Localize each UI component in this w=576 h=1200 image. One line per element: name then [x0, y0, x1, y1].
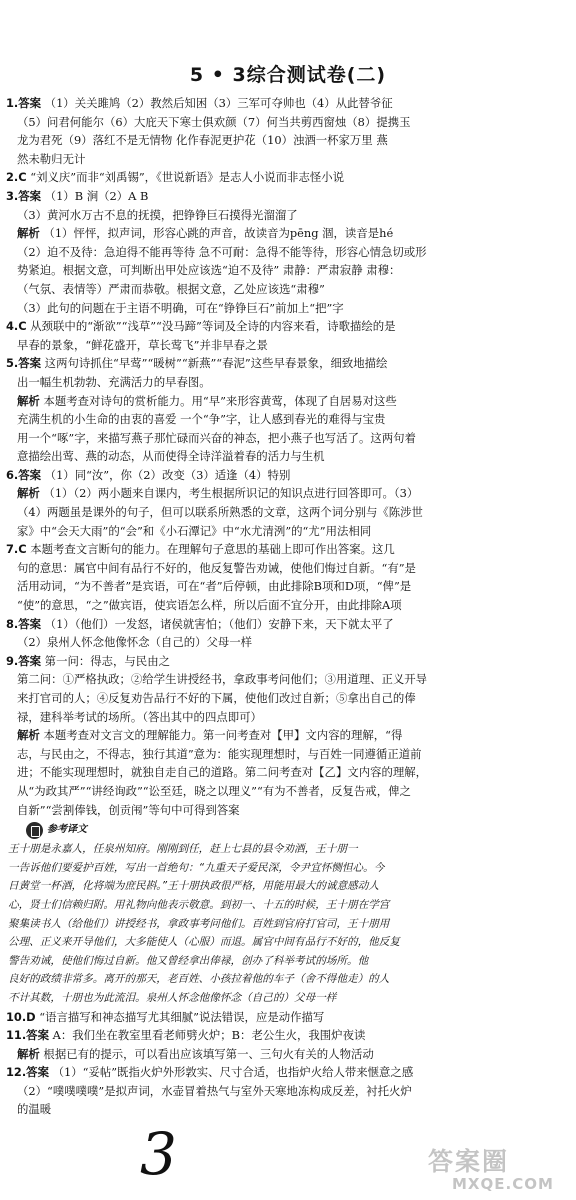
line-text: （1）同“汝”，你（2）改变（3）适逢（4）特别 [44, 467, 291, 482]
line-text: 充满生机的小生命的由衷的喜爱 一个“争”字，让人感到春光的难得与宝贵 [17, 412, 386, 427]
line-text: 意描绘出莺、燕的动态，从而使得全诗洋溢着春的活力与生机 [17, 449, 325, 464]
reference-translation-label: 参考译文 [47, 823, 87, 835]
answer-line [6, 261, 568, 280]
translation-line: 良好的政绩非常多。离开的那天，老百姓、小孩拉着他的车子（舍不得他走）的人 [8, 973, 390, 986]
answer-line [6, 206, 568, 225]
answer-line [6, 466, 568, 485]
answer-line [6, 1008, 568, 1027]
answer-line [6, 726, 568, 745]
line-text: 禄，建科举考试的场所。（答出其中的四点即可） [17, 709, 262, 724]
answer-line [6, 633, 568, 652]
question-number: 7.C [6, 542, 27, 557]
line-text: 来打官司的人；④反复劝告品行不好的下属，使他们改过自新；⑤拿出自己的俸 [17, 691, 416, 705]
line-text: （2）迫不及待：急迫得不能再等待 急不可耐：急得不能等待，形容心情急切或形 [17, 244, 427, 259]
answer-line [6, 689, 568, 708]
line-text: 根据已有的提示，可以看出应该填写第一、三句火有关的人物活动 [43, 1046, 374, 1061]
line-text: 活用动词，“为不善者”是宾语，可在“者”后停顿，由此排除B项和D项，“俾”是 [17, 579, 412, 594]
line-text: （2）泉州人怀念他像怀念（自己的）父母一样 [17, 635, 253, 650]
line-text: （3）黄河水万古不息的抚摸，把铮铮巨石摸得光溜溜了 [17, 207, 298, 222]
line-text: 家》中“会天大雨”的“会”和《小石潭记》中“水尤清洌”的“尤”用法相同 [17, 523, 372, 538]
line-text: 的温暖 [17, 1102, 52, 1117]
answer-line [6, 373, 568, 392]
book-icon [26, 822, 43, 839]
question-number: 8.答案 [6, 616, 42, 631]
answer-line [6, 131, 568, 150]
question-number: 1.答案 [6, 96, 42, 110]
question-number: 6.答案 [6, 467, 42, 482]
answer-line [6, 596, 568, 615]
watermark-logo [420, 1148, 570, 1196]
answer-line [6, 670, 568, 689]
translation-line: 心，贤士们信赖归附。用礼物向他表示敬意。到初一、十五的时候，王十朋在学宫 [8, 898, 390, 911]
line-text: （1）B 涧（2）A B [44, 188, 149, 203]
line-text: （1）（他们）一发怒，诸侯就害怕；（他们）安静下来，天下就太平了 [44, 616, 394, 631]
answer-line [6, 745, 568, 764]
answer-line [6, 299, 568, 318]
line-text: A：我们坐在教室里看老师劈火炉；B：老公生火，我围炉夜读 [52, 1028, 366, 1043]
answer-line [6, 243, 568, 262]
reference-translation-header [26, 820, 568, 840]
line-text: 第二问：①严格执政；②给学生讲授经书，拿政事考问他们；③用道理、正义开导 [17, 672, 428, 687]
answer-line [6, 1026, 568, 1045]
translation-line: 一告诉他们要爱护百姓，写出一首绝句：“九重天子爱民深，令尹宜怀恻怛心。今 [8, 861, 385, 874]
line-text: （1）关关雎鸠（2）教然后知困（3）三军可夺帅也（4）从此替爷征 [44, 96, 393, 110]
line-text: “刘义庆”而非“刘禹锡”，《世说新语》是志人小说而非志怪小说 [30, 170, 345, 185]
answer-line [6, 1063, 568, 1082]
translation-line: 王十朋是永嘉人，任泉州知府。刚刚到任，赶上七县的县令劝酒，王十朋一 [8, 843, 358, 856]
line-text: 龙为君死（9）落红不是无情物 化作春泥更护花（10）浊酒一杯家万里 燕 [17, 133, 388, 148]
question-number: 解析 [17, 728, 40, 743]
line-text: （1）怦怦，拟声词，形容心跳的声音，故读音为pēng 涸，读音是hé [43, 226, 394, 241]
question-number: 11.答案 [6, 1028, 49, 1043]
line-text: 自新”“尝割俸钱，创贡闱”等句中可得到答案 [17, 802, 240, 817]
translation-line: 公理、正义来开导他们，大多能使人（心服）而退。属官中间有品行不好的，他反复 [8, 936, 400, 949]
answer-line [6, 708, 568, 727]
question-number: 4.C [6, 319, 27, 334]
answer-line [6, 336, 568, 355]
answer-line [6, 522, 568, 541]
answer-line [6, 1100, 568, 1119]
line-text: （1）“妥帖”既指火炉外形敦实、尺寸合适，也指炉火给人带来惬意之感 [52, 1065, 414, 1080]
question-number: 9.答案 [6, 653, 42, 668]
line-text: 进；不能实现理想时，就独自走自己的道路。第二问考查对【乙】文内容的理解， [17, 765, 428, 780]
line-text: 然未勒归无计 [17, 151, 86, 166]
answer-line [6, 1082, 568, 1101]
answer-line [6, 224, 568, 243]
line-text: 本题考查对文言文的理解能力。第一问考查对【甲】文内容的理解，“得 [43, 728, 403, 743]
question-number: 5.答案 [6, 356, 42, 371]
page-number: 3 [140, 1120, 177, 1188]
question-number: 解析 [17, 486, 40, 501]
answer-line [6, 187, 568, 206]
question-number: 2.C [6, 170, 27, 185]
answer-line [6, 763, 568, 782]
watermark-text: 答案圈 [428, 1147, 510, 1176]
line-text: 志，与民由之，不得志，独行其道”意为：能实现理想时，与百姓一同遵循正道前 [17, 746, 422, 761]
answer-line [6, 113, 568, 132]
answer-line [6, 150, 568, 169]
line-text: “使”的意思，“之”做宾语，使宾语怎么样，所以后面不宜分开，由此排除A项 [17, 598, 402, 613]
answer-line [6, 615, 568, 634]
line-text: 用一个“啄”字，来描写燕子那忙碌而兴奋的神态，把小燕子也写活了。这两句着 [17, 430, 416, 445]
line-text: 从“为政其严”“讲经询政”“讼至廷，晓之以理义”“有为不善者，反复告戒，俾之 [17, 783, 411, 798]
answer-line [6, 484, 568, 503]
line-text: （气氛、表情等）严肃而恭敬。根据文意，乙处应该选“肃穆” [17, 281, 325, 296]
answer-line [6, 447, 568, 466]
answer-line [6, 782, 568, 801]
answer-line [6, 801, 568, 820]
answer-line [6, 280, 568, 299]
line-text: （1）（2）两小题来自课内，考生根据所识记的知识点进行回答即可。（3） [43, 486, 419, 501]
answer-line [6, 94, 568, 113]
answer-line [6, 1045, 568, 1064]
answer-line [6, 429, 568, 448]
question-number: 12.答案 [6, 1065, 49, 1080]
line-text: 这两句诗抓住“早莺”“暖树”“新燕”“春泥”这些早春景象，细致地描绘 [44, 356, 388, 371]
answer-line [6, 540, 568, 559]
answer-line [6, 317, 568, 336]
line-text: （3）此句的问题在于主语不明确，可在“铮铮巨石”前加上“把”字 [17, 300, 344, 315]
line-text: （4）两题虽是课外的句子，但可以联系所熟悉的文章，这两个词分别与《陈涉世 [17, 505, 423, 520]
line-text: 出一幅生机勃勃、充满活力的早春图。 [17, 374, 211, 389]
answer-line [6, 503, 568, 522]
line-text: （5）问君何能尔（6）大庇天下寒士俱欢颜（7）何当共剪西窗烛（8）提携玉 [17, 114, 411, 129]
answer-content [6, 94, 568, 1119]
answer-line [6, 577, 568, 596]
question-number: 10.D [6, 1009, 36, 1024]
line-text: 早春的景象，“鲜花盛开，草长莺飞”并非早春之景 [17, 337, 268, 352]
answer-line [6, 168, 568, 187]
question-number: 解析 [17, 393, 40, 408]
question-number: 3.答案 [6, 188, 42, 203]
watermark-url: MXQE.COM [452, 1175, 554, 1193]
answer-line [6, 652, 568, 671]
translation-line: 日黄堂一杯酒，化将端为庶民斟。”王十朋执政很严格，用能用最大的诚意感动人 [8, 880, 379, 893]
translation-line: 不计其数，十朋也为此流泪。泉州人怀念他像怀念（自己的）父母一样 [8, 991, 337, 1004]
line-text: “语言描写和神态描写尤其细腻”说法错误，应是动作描写 [39, 1009, 325, 1024]
translation-line: 聚集读书人（给他们）讲授经书，拿政事考问他们。百姓到官府打官司，王十朋用 [8, 917, 390, 930]
question-number: 解析 [17, 1046, 40, 1061]
line-text: 本题考查对诗句的赏析能力。用“早”来形容黄莺，体现了自居易对这些 [43, 393, 397, 408]
page-title: 5 • 3综合测试卷(二) [189, 64, 387, 86]
question-number: 解析 [17, 226, 40, 241]
line-text: （2）“噗噗噗噗”是拟声词，水壶冒着热气与室外天寒地冻构成反差，衬托火炉 [17, 1083, 412, 1098]
reference-translation [6, 840, 568, 1007]
line-text: 从颈联中的“渐欲”“浅草”“没马蹄”等词及全诗的内容来看，诗歌描绘的是 [30, 319, 396, 334]
line-text: 势紧迫。根据文意，可判断出甲处应该选“迫不及待” 肃静：严肃寂静 肃穆： [17, 263, 401, 278]
answer-line [6, 354, 568, 373]
answer-line [6, 559, 568, 578]
answer-line [6, 410, 568, 429]
line-text: 本题考查文言断句的能力。在理解句子意思的基础上即可作出答案。这几 [30, 542, 395, 557]
line-text: 第一问：得志，与民由之 [44, 653, 170, 668]
line-text: 句的意思：属官中间有品行不好的，他反复警告劝诫，使他们悔过自新。“有”是 [17, 560, 416, 575]
translation-line: 警告劝诫，使他们悔过自新。他又曾经拿出俸禄，创办了科举考试的场所。他 [8, 954, 369, 967]
answer-line [6, 392, 568, 411]
